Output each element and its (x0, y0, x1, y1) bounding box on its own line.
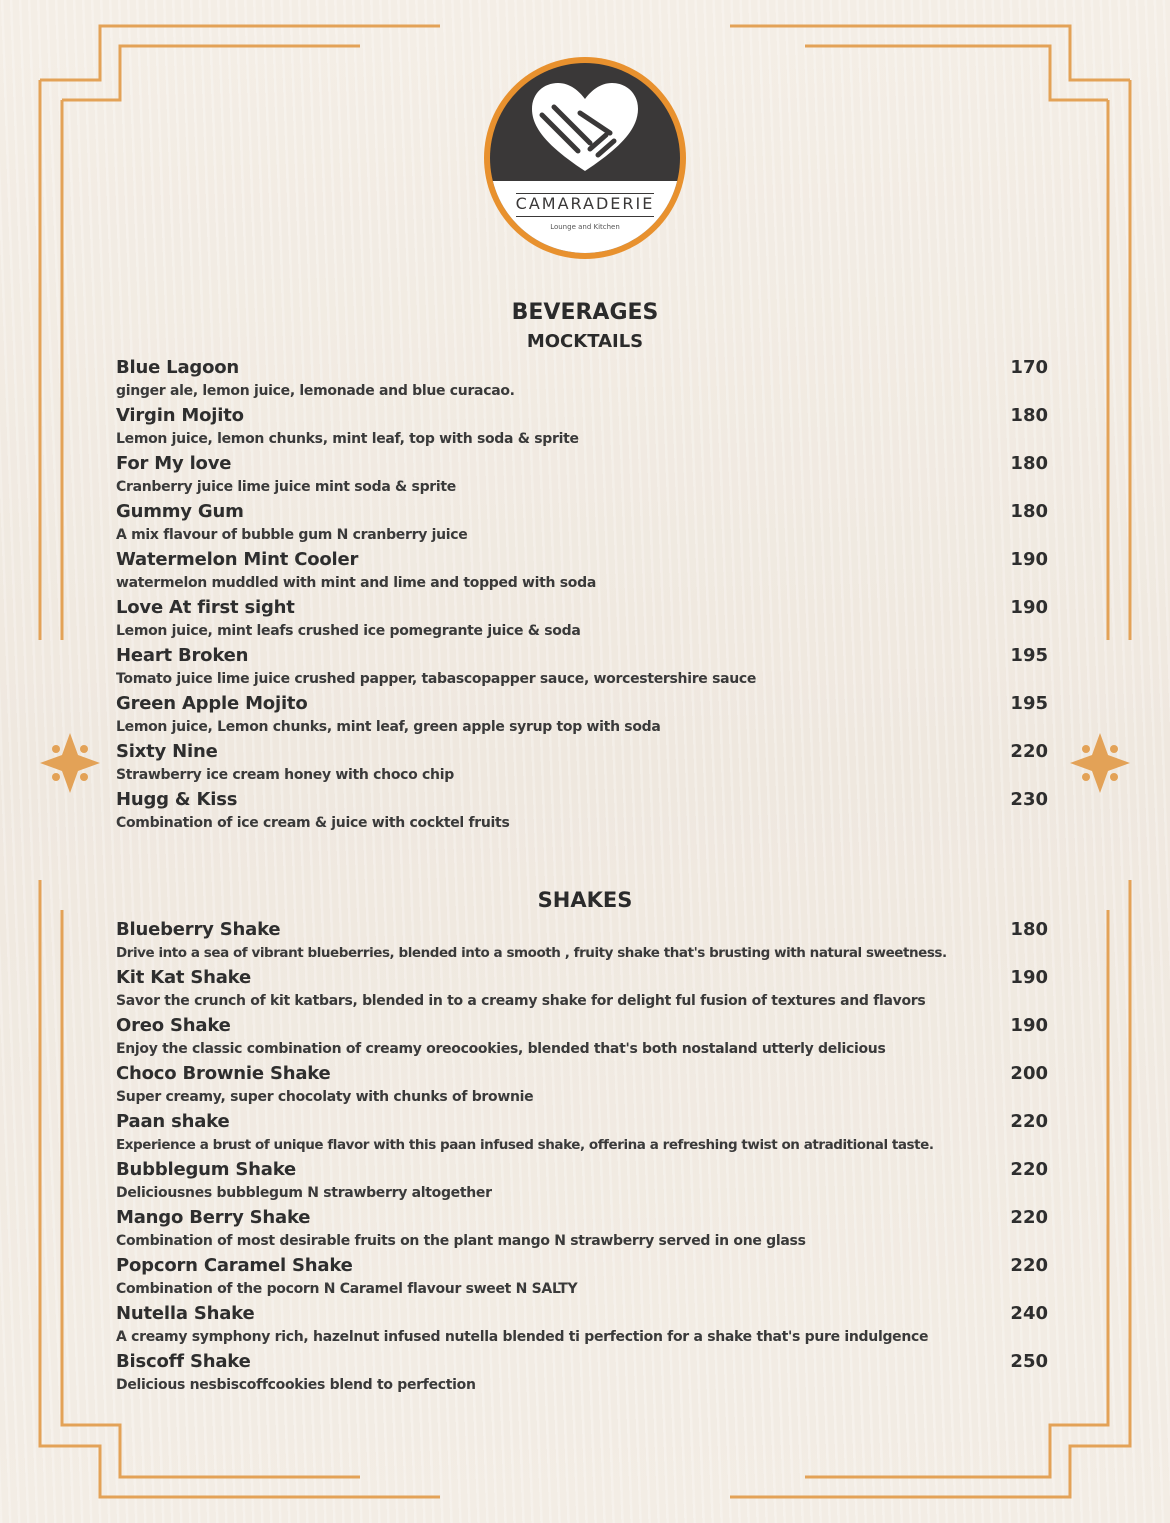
item-description: watermelon muddled with mint and lime and topped with soda (116, 575, 596, 591)
section-title-mocktails: MOCKTAILS (526, 331, 644, 352)
item-name: Biscoff Shake (116, 1351, 251, 1372)
item-description: Strawberry ice cream honey with choco chip (116, 767, 454, 783)
item-name: Blueberry Shake (116, 919, 281, 940)
item-name: Hugg & Kiss (116, 789, 238, 810)
item-name: Watermelon Mint Cooler (116, 549, 359, 570)
item-description: Savor the crunch of kit katbars, blended in to a creamy shake for delight ful fusion of textures and flavors (116, 993, 926, 1009)
item-description: Experience a brust of unique flavor with this paan infused shake, offerina a refreshing twist on atraditional taste. (116, 1137, 934, 1153)
item-name: Green Apple Mojito (116, 693, 308, 714)
item-price: 220 (1010, 741, 1048, 762)
item-description: A creamy symphony rich, hazelnut infused nutella blended ti perfection for a shake that's pure indulgence (116, 1329, 929, 1345)
item-name: Nutella Shake (116, 1303, 255, 1324)
item-price: 230 (1010, 789, 1048, 810)
item-price: 190 (1010, 549, 1048, 570)
item-price: 195 (1010, 645, 1048, 666)
item-description: Deliciousnes bubblegum N strawberry altogether (116, 1185, 492, 1201)
item-description: Drive into a sea of vibrant blueberries, blended into a smooth , fruity shake that's brusting with natural sweetness. (116, 945, 947, 961)
item-description: Lemon juice, Lemon chunks, mint leaf, green apple syrup top with soda (116, 719, 661, 735)
item-description: Lemon juice, lemon chunks, mint leaf, top with soda & sprite (116, 431, 579, 447)
item-price: 195 (1010, 693, 1048, 714)
item-price: 180 (1010, 501, 1048, 522)
item-price: 250 (1010, 1351, 1048, 1372)
item-name: For My love (116, 453, 232, 474)
item-name: Virgin Mojito (116, 405, 244, 426)
item-name: Kit Kat Shake (116, 967, 251, 988)
item-description: Delicious nesbiscoffcookies blend to perfection (116, 1377, 476, 1393)
item-name: Blue Lagoon (116, 357, 240, 378)
item-price: 220 (1010, 1159, 1048, 1180)
item-description: Super creamy, super chocolaty with chunks of brownie (116, 1089, 534, 1105)
item-description: ginger ale, lemon juice, lemonade and blue curacao. (116, 383, 515, 399)
item-name: Paan shake (116, 1111, 230, 1132)
item-description: Lemon juice, mint leafs crushed ice pomegrante juice & soda (116, 623, 581, 639)
handshake-heart-icon (490, 63, 680, 183)
item-name: Bubblegum Shake (116, 1159, 297, 1180)
item-price: 220 (1010, 1111, 1048, 1132)
item-price: 170 (1010, 357, 1048, 378)
item-description: Combination of ice cream & juice with cocktel fruits (116, 815, 510, 831)
brand-name: CAMARADERIE (515, 194, 655, 213)
item-price: 190 (1010, 967, 1048, 988)
item-description: Cranberry juice lime juice mint soda & sprite (116, 479, 456, 495)
brand-tagline: Lounge and Kitchen (550, 223, 620, 231)
item-name: Mango Berry Shake (116, 1207, 311, 1228)
item-description: Combination of most desirable fruits on the plant mango N strawberry served in one glass (116, 1233, 806, 1249)
item-price: 220 (1010, 1207, 1048, 1228)
item-price: 200 (1010, 1063, 1048, 1084)
item-name: Popcorn Caramel Shake (116, 1255, 353, 1276)
section-title-shakes: SHAKES (537, 888, 633, 912)
item-description: Enjoy the classic combination of creamy oreocookies, blended that's both nostaland utterly delicious (116, 1041, 886, 1057)
right-ornament-icon (1070, 733, 1130, 793)
item-name: Gummy Gum (116, 501, 244, 522)
item-price: 180 (1010, 405, 1048, 426)
item-name: Sixty Nine (116, 741, 218, 762)
left-ornament-icon (40, 733, 100, 793)
item-description: Tomato juice lime juice crushed papper, tabascopapper sauce, worcestershire sauce (116, 671, 757, 687)
item-name: Love At first sight (116, 597, 295, 618)
item-name: Choco Brownie Shake (116, 1063, 331, 1084)
item-description: A mix flavour of bubble gum N cranberry juice (116, 527, 468, 543)
item-price: 190 (1010, 597, 1048, 618)
item-name: Heart Broken (116, 645, 249, 666)
brand-logo (484, 57, 686, 259)
page-title: BEVERAGES (511, 300, 659, 325)
item-price: 180 (1010, 453, 1048, 474)
item-name: Oreo Shake (116, 1015, 231, 1036)
item-price: 240 (1010, 1303, 1048, 1324)
item-price: 180 (1010, 919, 1048, 940)
item-price: 220 (1010, 1255, 1048, 1276)
item-price: 190 (1010, 1015, 1048, 1036)
item-description: Combination of the pocorn N Caramel flavour sweet N SALTY (116, 1281, 578, 1297)
